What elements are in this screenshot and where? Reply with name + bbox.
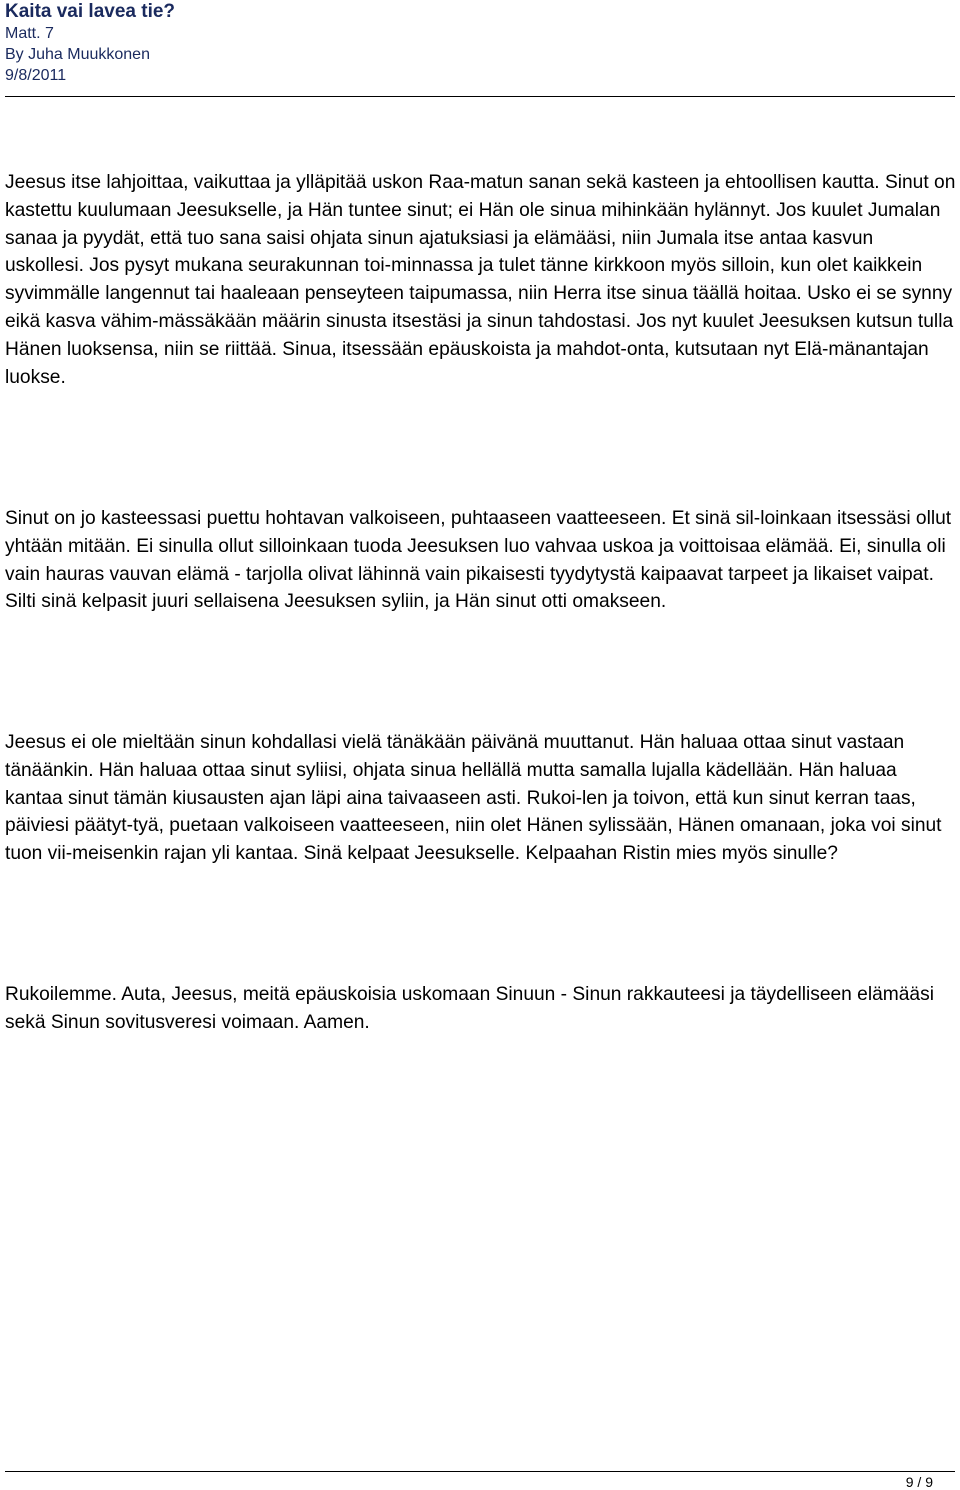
paragraph-4: Rukoilemme. Auta, Jeesus, meitä epäuskoisia uskomaan Sinuun - Sinun rakkauteesi ja täydelliseen elämääsi sekä Sinun sovitusveresi voimaan. Aamen. — [5, 984, 934, 1033]
header-divider — [5, 96, 955, 97]
paragraph-3: Jeesus ei ole mieltään sinun kohdallasi vielä tänäkään päivänä muuttanut. Hän haluaa ottaa sinut vastaan tänäänkin. Hän haluaa ottaa sinut syliisi, ohjata sinua hellällä mutta samalla lujalla kädellään. Hän haluaa kantaa sinut tämän kiusausten ajan läpi aina taivaaseen asti. Rukoi-len ja toivon, että kun sinut kerran taas, päiviesi päätyt-tyä, puetaan valkoiseen vaatteeseen, niin olet Hänen sylissään, Hänen omanaan, joka voi sinut tuon vii-meisenkin rajan yli kantaa. Sinä kelpaat Jeesukselle. Kelpaahan Ristin mies myös sinulle? — [5, 732, 942, 865]
paragraph-1: Jeesus itse lahjoittaa, vaikuttaa ja ylläpitää uskon Raa-matun sanan sekä kasteen ja ehtoollisen kautta. Sinut on kastettu kuulumaan Jeesukselle, ja Hän tuntee sinut; ei Hän ole sinua mihinkään hylännyt. Jos kuulet Jumalan sanaa ja pyydät, että tuo sana saisi ohjata sinun ajatuksiasi ja elämääsi, niin Jumala itse antaa kasvun uskollesi. Jos pysyt mukana seurakunnan toi-minnassa ja tulet tänne kirkkoon myös silloin, kun olet kaikkein syvimmälle langennut tai haaleaan penseyteen taipumassa, niin Herra itse sinua täällä hoitaa. Usko ei se synny eikä kasva vähim-mässäkään määrin sinusta itsestäsi ja sinun tahdostasi. Jos nyt kuulet Jeesuksen kutsun tulla Hänen luoksensa, niin se riittää. Sinua, itsessään epäuskoista ja mahdot-onta, kutsutaan nyt Elä-mänantajan luokse. — [5, 172, 956, 388]
document-header — [5, 0, 955, 86]
paragraph-2: Sinut on jo kasteessasi puettu hohtavan valkoiseen, puhtaaseen vaatteeseen. Et sinä sil-loinkaan itsessäsi ollut yhtään mitään. Ei sinulla ollut silloinkaan tuoda Jeesuksen luo vahvaa uskoa ja voittoisaa elämää. Ei, sinulla oli vain hauras vauvan elämä - tarjolla olivat lähinnä vain pikaisesti tyydytystä kaipaavat tarpeet ja likaiset vaipat. Silti sinä kelpasit juuri sellaisena Jeesuksen syliin, ja Hän sinut otti omakseen. — [5, 508, 952, 613]
document-title: Kaita vai lavea tie? — [5, 1, 176, 22]
page-number: 9 / 9 — [905, 1474, 933, 1490]
date-line: 9/8/2011 — [5, 67, 67, 84]
author-line: By Juha Muukkonen — [5, 46, 150, 63]
scripture-reference: Matt. 7 — [5, 25, 54, 42]
footer-divider — [5, 1471, 955, 1472]
